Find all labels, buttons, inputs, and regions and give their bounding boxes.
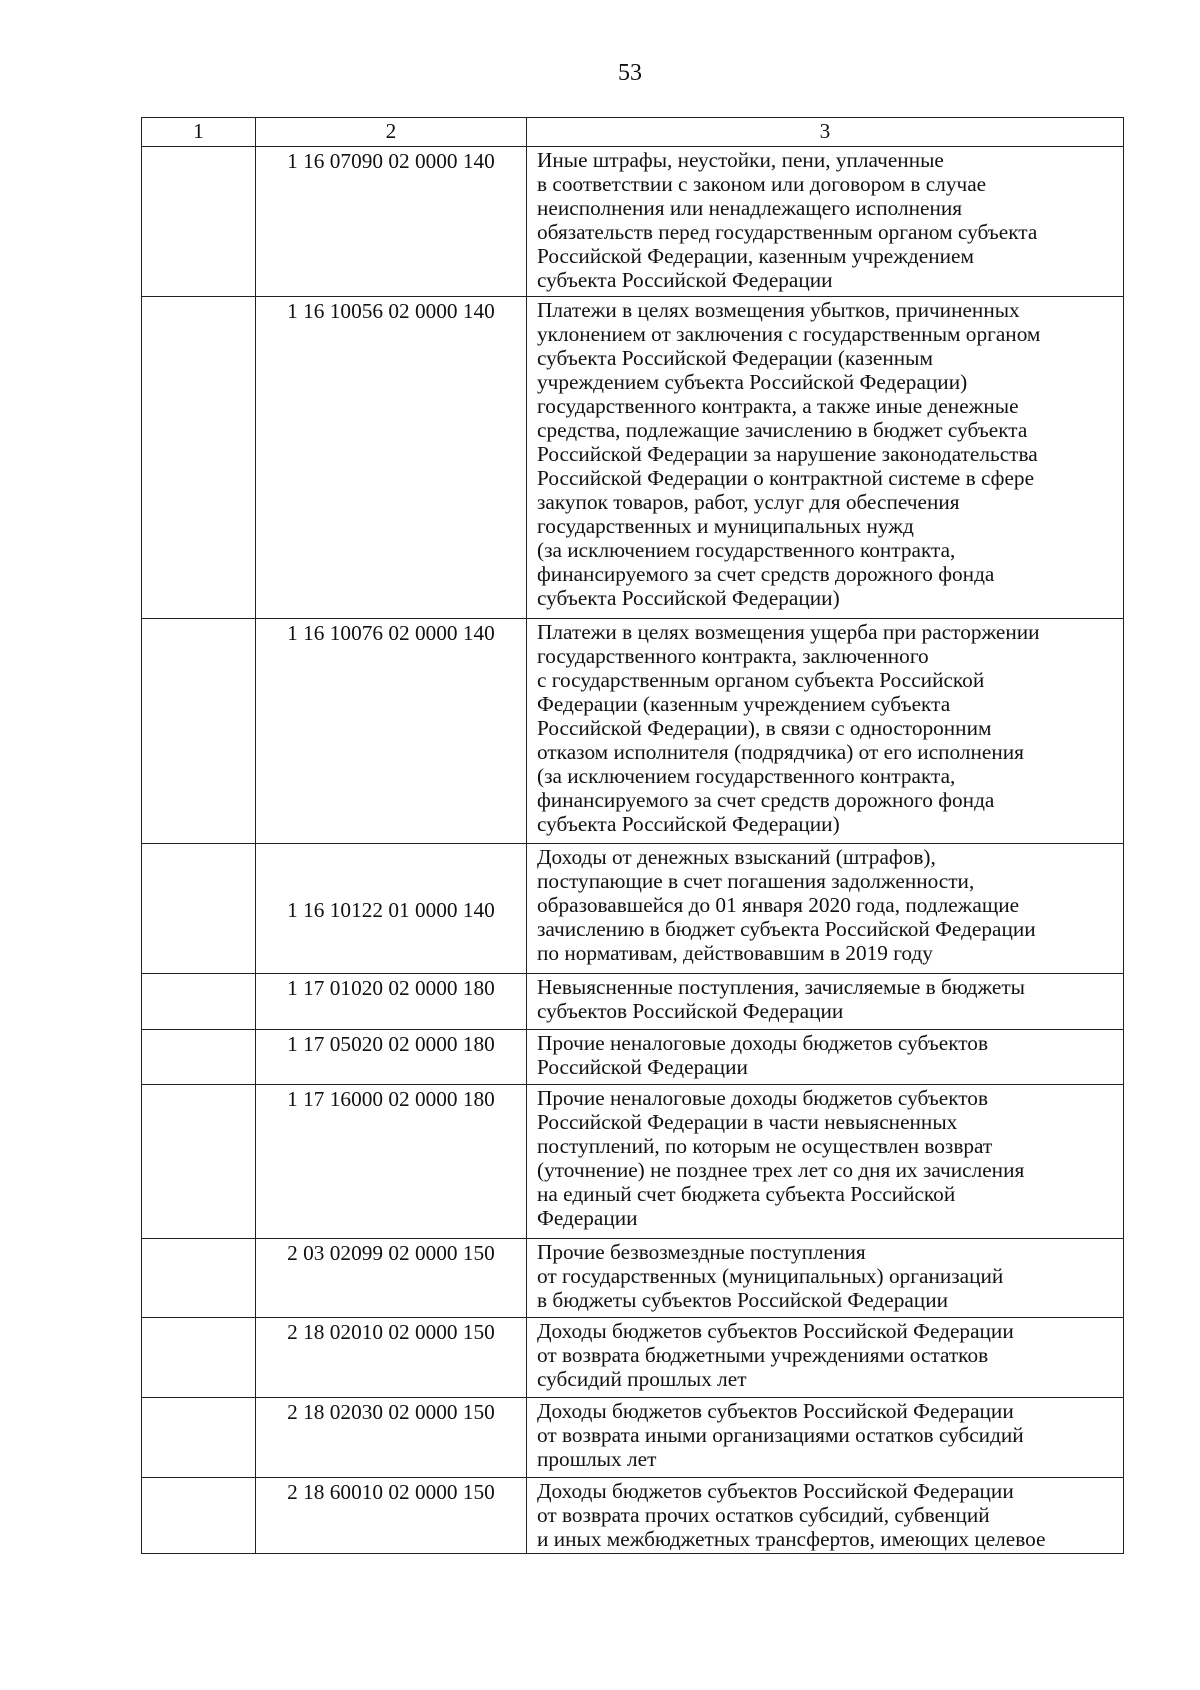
revenue-description <box>527 1030 1124 1085</box>
row-column-1 <box>142 1398 256 1478</box>
revenue-description <box>527 974 1124 1030</box>
revenue-description <box>527 1239 1124 1318</box>
description-text: Доходы бюджетов субъектов Российской Федерации от возврата прочих остатков субсидий, субвенций и иных межбюджетных трансфертов, имеющих целевое <box>537 1479 1046 1551</box>
table-row <box>142 147 1124 297</box>
row-column-1 <box>142 1085 256 1239</box>
table-row <box>142 619 1124 844</box>
revenue-description <box>527 619 1124 844</box>
header-column-3: 3 <box>527 118 1124 147</box>
description-text: Платежи в целях возмещения ущерба при расторжении государственного контракта, заключенного с государственным органом субъекта Российской Федерации (казенным учреждением субъекта Российской Федерации), в связи с односторонним отказом исполнителя (подрядчика) от его исполнения (за исключением государственного контракта, финансируемого за счет средств дорожного фонда субъекта Российской Федерации) <box>537 620 1040 836</box>
row-column-1 <box>142 844 256 974</box>
revenue-code: 1 16 10122 01 0000 140 <box>256 844 527 974</box>
revenue-code: 1 16 07090 02 0000 140 <box>256 147 527 297</box>
revenue-code: 1 17 05020 02 0000 180 <box>256 1030 527 1085</box>
revenue-description <box>527 844 1124 974</box>
row-column-1 <box>142 619 256 844</box>
table-row <box>142 1085 1124 1239</box>
description-text: Доходы бюджетов субъектов Российской Федерации от возврата иными организациями остатков субсидий прошлых лет <box>537 1399 1024 1471</box>
table-row <box>142 297 1124 619</box>
revenue-description <box>527 1318 1124 1398</box>
row-column-1 <box>142 1478 256 1554</box>
table-row <box>142 1239 1124 1318</box>
revenue-code: 1 16 10056 02 0000 140 <box>256 297 527 619</box>
row-column-1 <box>142 147 256 297</box>
description-text: Прочие неналоговые доходы бюджетов субъектов Российской Федерации <box>537 1031 989 1079</box>
row-column-1 <box>142 1030 256 1085</box>
page-number: 53 <box>618 60 642 86</box>
revenue-code: 2 18 60010 02 0000 150 <box>256 1478 527 1554</box>
table-row <box>142 844 1124 974</box>
header-column-2: 2 <box>256 118 527 147</box>
table-row <box>142 1478 1124 1554</box>
description-text: Прочие неналоговые доходы бюджетов субъектов Российской Федерации в части невыясненных поступлений, по которым не осуществлен возврат (уточнение) не позднее трех лет со дня их зачисления на единый счет бюджета субъекта Российской Федерации <box>537 1086 1025 1230</box>
row-column-1 <box>142 297 256 619</box>
table-row <box>142 1398 1124 1478</box>
revenue-code: 1 17 16000 02 0000 180 <box>256 1085 527 1239</box>
revenue-code: 1 17 01020 02 0000 180 <box>256 974 527 1030</box>
revenue-code: 2 18 02030 02 0000 150 <box>256 1398 527 1478</box>
revenue-description <box>527 147 1124 297</box>
table-row <box>142 1318 1124 1398</box>
header-column-1: 1 <box>142 118 256 147</box>
revenue-description <box>527 1478 1124 1554</box>
row-column-1 <box>142 974 256 1030</box>
revenue-codes-table <box>141 117 1124 1554</box>
revenue-code: 2 03 02099 02 0000 150 <box>256 1239 527 1318</box>
table-header-row <box>142 118 1124 147</box>
revenue-description <box>527 1085 1124 1239</box>
description-text: Доходы от денежных взысканий (штрафов), поступающие в счет погашения задолженности, образовавшейся до 01 января 2020 года, подлежащие зачислению в бюджет субъекта Российской Федерации по нормативам, действовавшим в 2019 году <box>537 845 1036 965</box>
revenue-description <box>527 297 1124 619</box>
row-column-1 <box>142 1318 256 1398</box>
table-row <box>142 974 1124 1030</box>
description-text: Доходы бюджетов субъектов Российской Федерации от возврата бюджетными учреждениями остатков субсидий прошлых лет <box>537 1319 1014 1391</box>
description-text: Платежи в целях возмещения убытков, причиненных уклонением от заключения с государственным органом субъекта Российской Федерации (казенным учреждением субъекта Российской Федерации) государственного контракта, а также иные денежные средства, подлежащие зачислению в бюджет субъекта Российской Федерации за нарушение законодательства Российской Федерации о контрактной системе в сфере закупок товаров, работ, услуг для обеспечения государственных и муниципальных нужд (за исключением государственного контракта, финансируемого за счет средств дорожного фонда субъекта Российской Федерации) <box>537 298 1041 610</box>
revenue-code: 2 18 02010 02 0000 150 <box>256 1318 527 1398</box>
description-text: Иные штрафы, неустойки, пени, уплаченные в соответствии с законом или договором в случае неисполнения или ненадлежащего исполнения обязательств перед государственным органом субъекта Российской Федерации, казенным учреждением субъекта Российской Федерации <box>537 148 1038 292</box>
row-column-1 <box>142 1239 256 1318</box>
description-text: Прочие безвозмездные поступления от государственных (муниципальных) организаций в бюджеты субъектов Российской Федерации <box>537 1240 1004 1312</box>
table-row <box>142 1030 1124 1085</box>
revenue-description <box>527 1398 1124 1478</box>
description-text: Невыясненные поступления, зачисляемые в бюджеты субъектов Российской Федерации <box>537 975 1025 1023</box>
revenue-code: 1 16 10076 02 0000 140 <box>256 619 527 844</box>
